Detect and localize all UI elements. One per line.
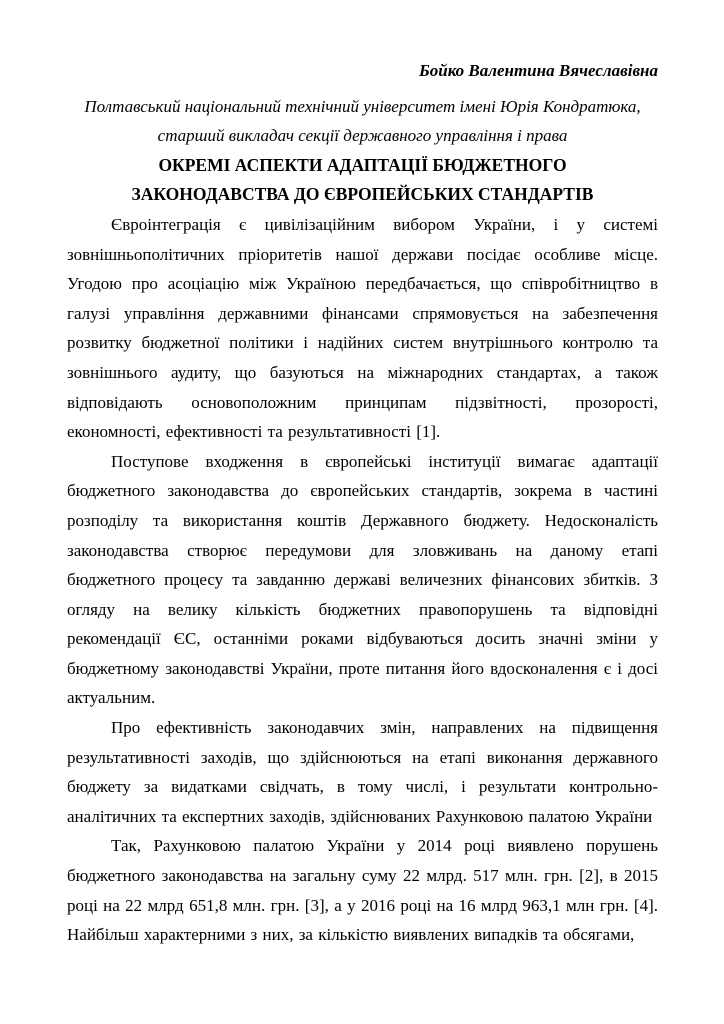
affiliation-line-1: Полтавський національний технічний університет імені Юрія Кондратюка, — [84, 96, 641, 116]
paper-title — [67, 151, 658, 210]
paragraph-3: Про ефективність законодавчих змін, направлених на підвищення результативності заходів, що здійснюються на етапі виконання державного бюджету за видатками свідчать, в тому числі, і результати контрольно-аналітичних та експертних заходів, здійснюваних Рахунковою палатою України — [67, 718, 658, 826]
paragraph-1: Євроінтеграція є цивілізаційним вибором України, і у системі зовнішньополітичних пріоритетів нашої держави посідає особливе місце. Угодою про асоціацію між Україною передбачається, що співробітництво в галузі управління державними фінансами спрямовується на забезпечення розвитку бюджетної політики і надійних систем внутрішнього контролю та зовнішнього аудиту, що базуються на міжнародних стандартах, а також відповідають основоположним принципам підзвітності, прозорості, економності, ефективності та результативності [1]. — [67, 214, 658, 442]
paper-title-line-2: ЗАКОНОДАВСТВА ДО ЄВРОПЕЙСЬКИХ СТАНДАРТІВ — [131, 184, 594, 205]
paragraph-4: Так, Рахунковою палатою України у 2014 році виявлено порушень бюджетного законодавства на загальну суму 22 млрд. 517 млн. грн. [2], в 2015 році на 22 млрд 651,8 млн. грн. [3], а у 2016 році на 16 млрд 963,1 млн грн. [4]. Найбільш характерними з них, за кількістю виявлених випадків та обсягами, — [67, 836, 658, 945]
paragraph-2: Поступове входження в європейські інституції вимагає адаптації бюджетного законодавства до європейських стандартів, зокрема в частині розподілу та використання коштів Державного бюджету. Недосконалість законодавства створює передумови для зловживань на даному етапі бюджетного процесу та завданню державі величезних фінансових збитків. З огляду на велику кількість бюджетних правопорушень та відповідні рекомендації ЄС, останніми роками відбуваються досить значні зміни у бюджетному законодавстві України, проте питання його вдосконалення є і досі актуальним. — [67, 451, 658, 708]
affiliation-line-2: старший викладач секції державного управління і права — [157, 126, 568, 146]
author-name: Бойко Валентина Вячеславівна — [418, 61, 658, 80]
paper-title-line-1: ОКРЕМІ АСПЕКТИ АДАПТАЦІЇ БЮДЖЕТНОГО — [158, 154, 567, 175]
